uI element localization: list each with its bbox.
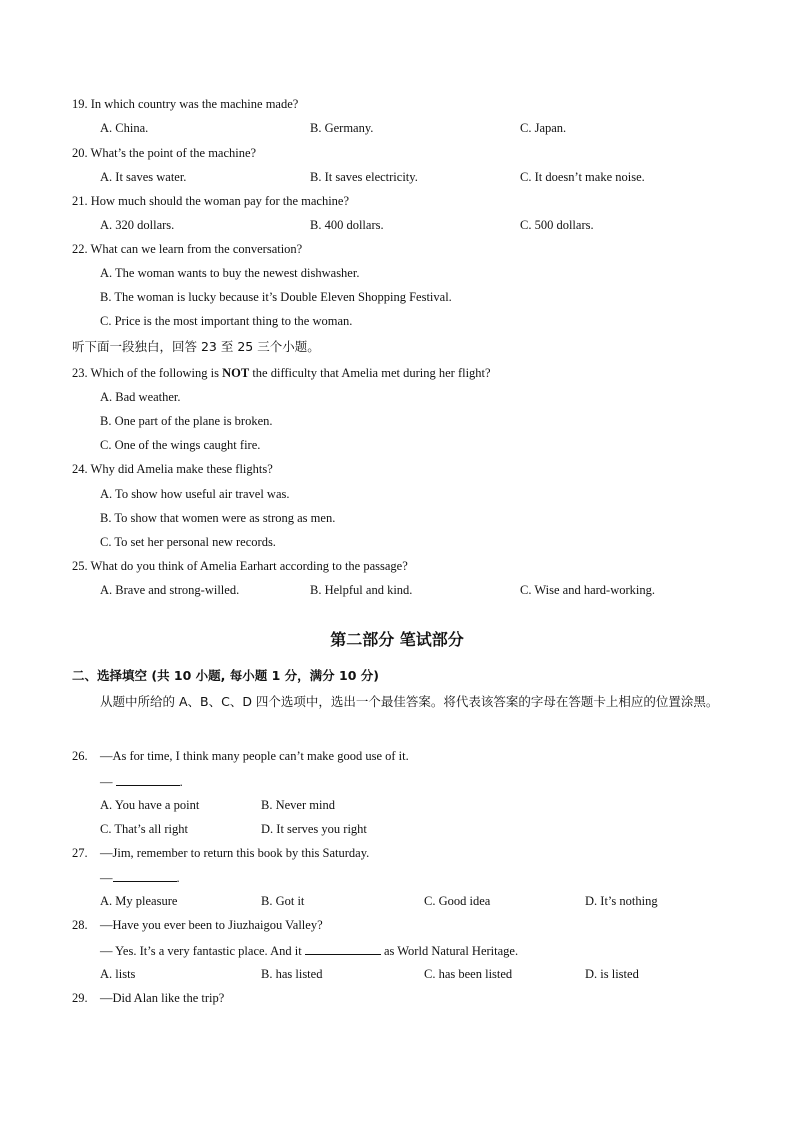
option-c: C. To set her personal new records. — [100, 535, 276, 549]
question-stem: 22. What can we learn from the conversation? — [72, 242, 303, 256]
option-a: A. Brave and strong-willed. — [100, 583, 240, 597]
question-stem: 24. Why did Amelia make these flights? — [72, 462, 273, 476]
option-d: D. It serves you right — [261, 822, 367, 836]
question-number: 26. — [72, 749, 88, 763]
option-b: B. has listed — [261, 967, 323, 981]
option-a: A. You have a point — [100, 798, 200, 812]
dialogue-line: —Jim, remember to return this book by this Saturday. — [100, 846, 370, 860]
question-stem — [72, 365, 491, 381]
option-c: C. Price is the most important thing to the woman. — [100, 314, 353, 328]
option-c: C. One of the wings caught fire. — [100, 438, 261, 452]
dialogue-text: as World Natural Heritage. — [380, 944, 519, 958]
section-instruction: 从题中所给的 A、B、C、D 四个选项中，选出一个最佳答案。将代表该答案的字母在答题卡上相应的位置涂黑。 — [100, 694, 719, 709]
option-b: B. Never mind — [261, 798, 335, 812]
option-b: B. The woman is lucky because it’s Double Eleven Shopping Festival. — [100, 290, 452, 304]
dialogue-line — [100, 773, 183, 790]
option-b: B. 400 dollars. — [310, 218, 384, 232]
dialogue-line — [100, 869, 180, 886]
option-b: B. One part of the plane is broken. — [100, 414, 273, 428]
question-number: 29. — [72, 991, 88, 1005]
answer-blank — [305, 942, 381, 955]
question-stem: 25. What do you think of Amelia Earhart according to the passage? — [72, 559, 408, 573]
dialogue-text: — — [100, 871, 113, 885]
dialogue-line: —Did Alan like the trip? — [100, 991, 225, 1005]
option-b: B. Helpful and kind. — [310, 583, 413, 597]
question-stem: 21. How much should the woman pay for the machine? — [72, 194, 350, 208]
monologue-instruction: 听下面一段独白，回答 23 至 25 三个小题。 — [72, 339, 320, 354]
question-number: 27. — [72, 846, 88, 860]
option-b: B. Germany. — [310, 121, 374, 135]
dialogue-text: . — [179, 775, 183, 789]
stem-emphasis: NOT — [222, 366, 250, 380]
option-a: A. The woman wants to buy the newest dishwasher. — [100, 266, 360, 280]
question-stem: 19. In which country was the machine made? — [72, 97, 299, 111]
option-c: C. has been listed — [424, 967, 513, 981]
option-a: A. lists — [100, 967, 136, 981]
option-c: C. Japan. — [520, 121, 567, 135]
option-a: A. To show how useful air travel was. — [100, 487, 290, 501]
option-d: D. is listed — [585, 967, 639, 981]
option-d: D. It’s nothing — [585, 894, 658, 908]
part-title: 第二部分 笔试部分 — [330, 630, 464, 649]
option-a: A. China. — [100, 121, 149, 135]
option-c: C. Good idea — [424, 894, 491, 908]
dialogue-line: —As for time, I think many people can’t make good use of it. — [100, 749, 409, 763]
dialogue-line — [100, 942, 518, 959]
question-stem: 20. What’s the point of the machine? — [72, 146, 257, 160]
option-a: A. 320 dollars. — [100, 218, 175, 232]
option-a: A. My pleasure — [100, 894, 178, 908]
answer-blank — [113, 869, 177, 882]
option-a: A. It saves water. — [100, 170, 187, 184]
dialogue-text: — Yes. It’s a very fantastic place. And it — [100, 944, 305, 958]
option-a: A. Bad weather. — [100, 390, 181, 404]
stem-text: the difficulty that Amelia met during her flight? — [249, 366, 491, 380]
question-number: 28. — [72, 918, 88, 932]
dialogue-text: — — [100, 775, 116, 789]
dialogue-text: . — [176, 871, 180, 885]
option-b: B. It saves electricity. — [310, 170, 418, 184]
answer-blank — [116, 773, 180, 786]
option-c: C. 500 dollars. — [520, 218, 594, 232]
option-c: C. It doesn’t make noise. — [520, 170, 645, 184]
dialogue-line: —Have you ever been to Jiuzhaigou Valley? — [100, 918, 323, 932]
stem-text: 23. Which of the following is — [72, 366, 223, 380]
option-b: B. Got it — [261, 894, 305, 908]
section-heading: 二、选择填空 (共 10 小题, 每小题 1 分，满分 10 分) — [72, 668, 379, 683]
option-c: C. Wise and hard-working. — [520, 583, 656, 597]
option-b: B. To show that women were as strong as men. — [100, 511, 336, 525]
option-c: C. That’s all right — [100, 822, 188, 836]
